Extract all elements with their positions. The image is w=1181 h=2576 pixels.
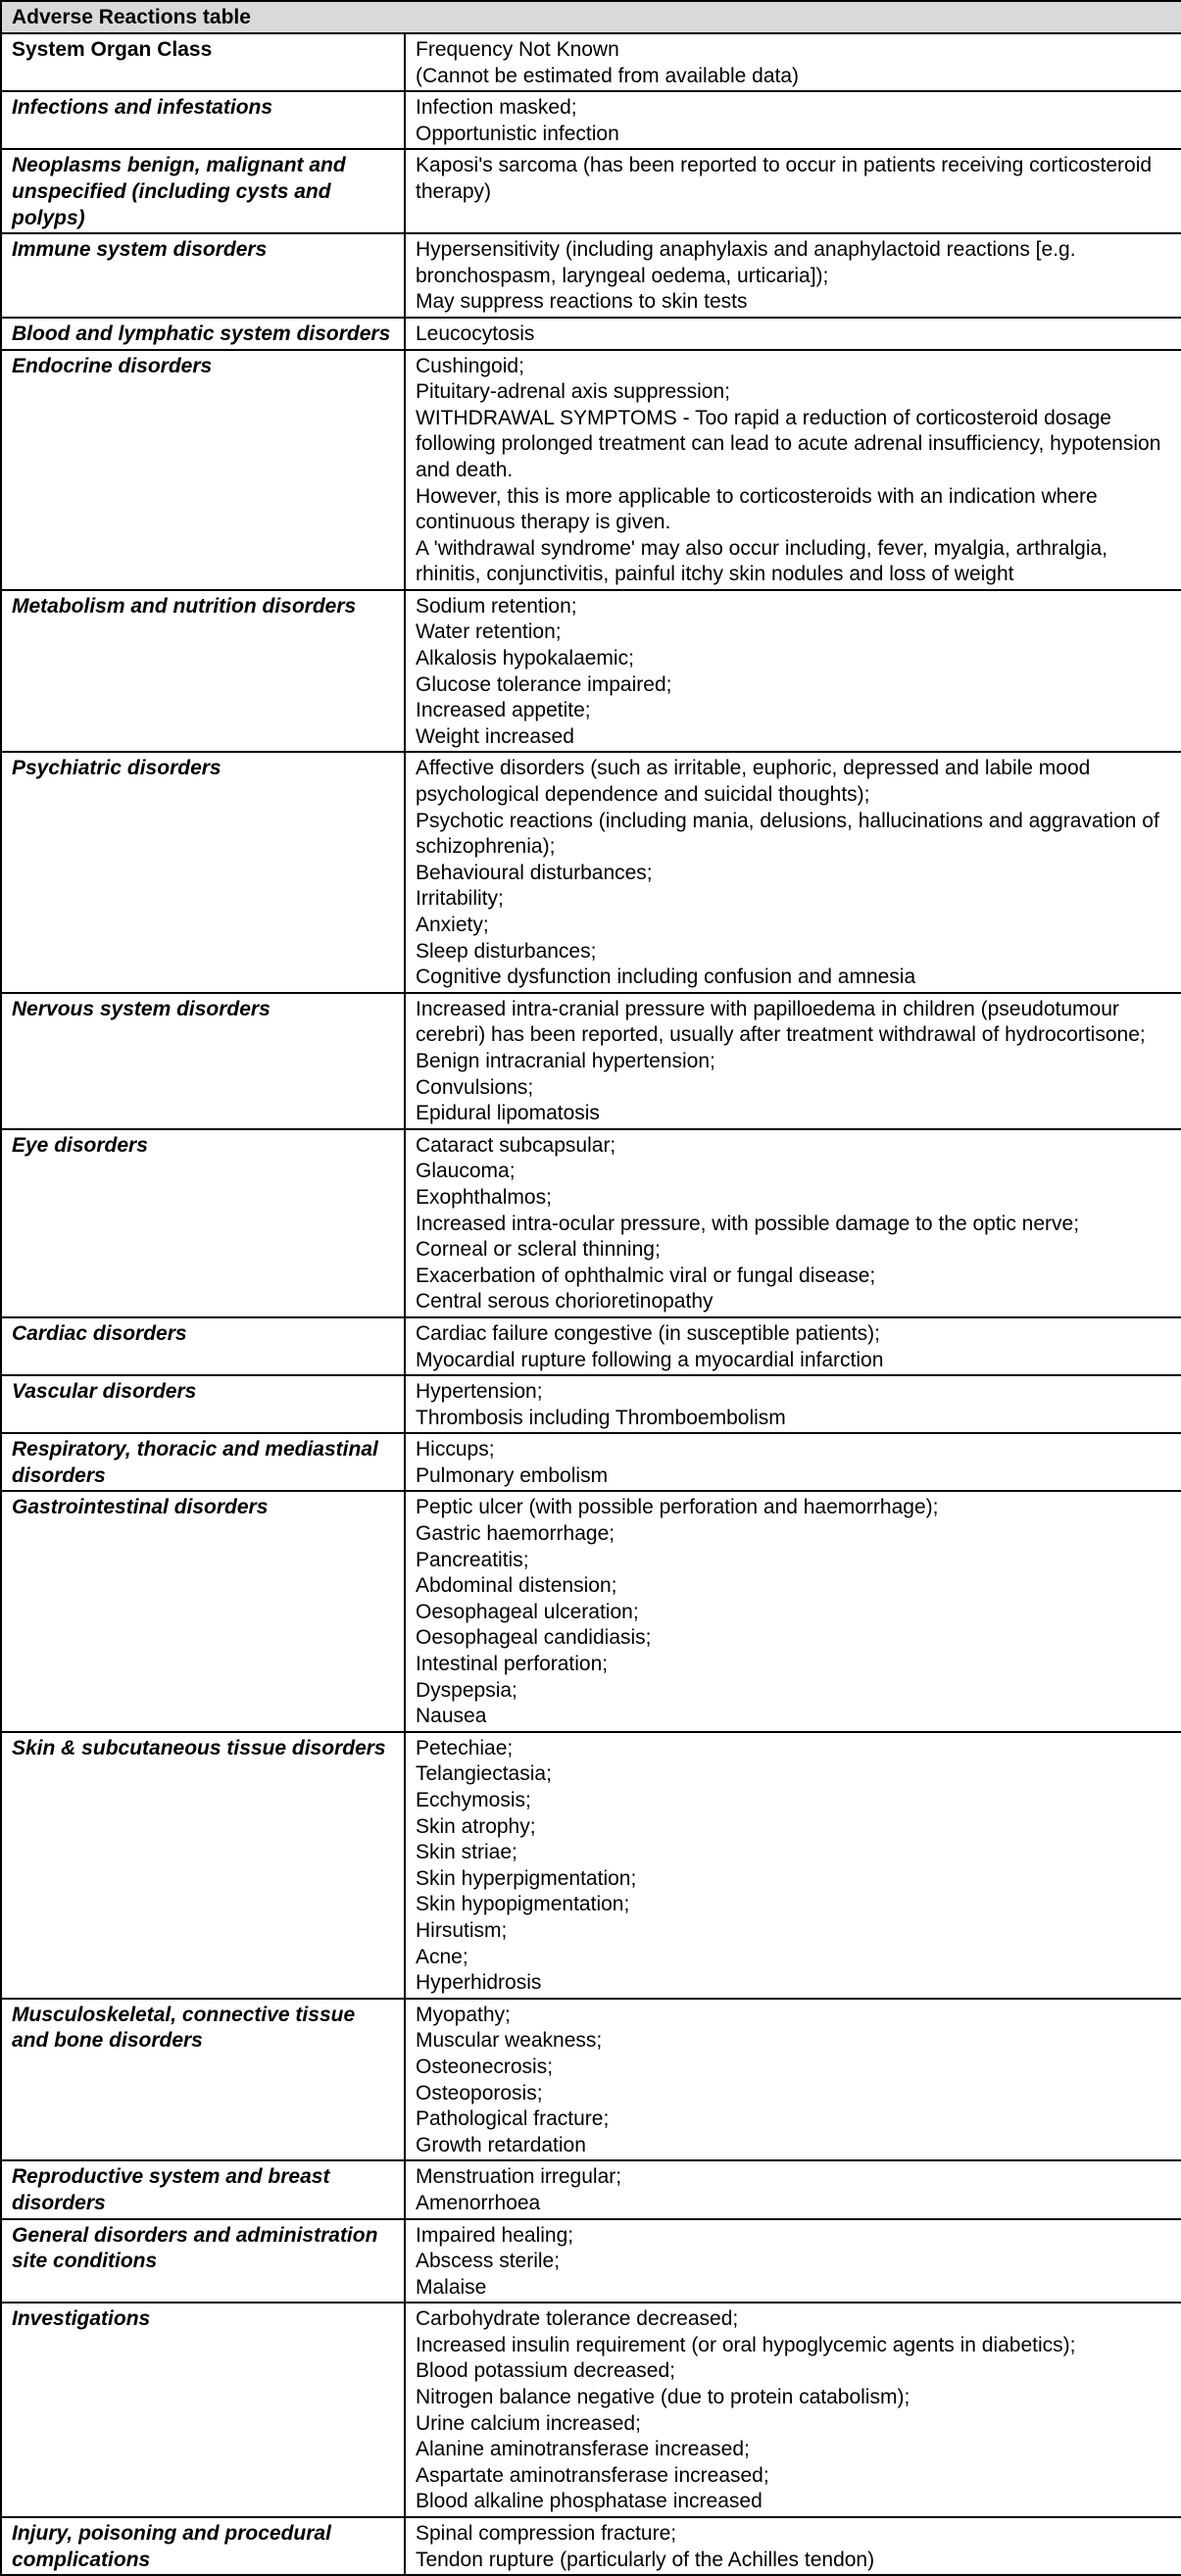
reactions-cell xyxy=(405,1732,1181,1999)
reaction-line: Skin hypopigmentation; xyxy=(416,1893,630,1916)
system-organ-class-cell: Immune system disorders xyxy=(1,233,405,318)
reaction-line: However, this is more applicable to corticosteroids with an indication where continuous therapy is given. xyxy=(416,484,1098,534)
system-organ-class-cell: Cardiac disorders xyxy=(1,1317,405,1375)
reaction-line: Alkalosis hypokalaemic; xyxy=(416,647,634,670)
system-organ-class-cell: Injury, poisoning and procedural complications xyxy=(1,2517,405,2575)
reactions-cell xyxy=(405,752,1181,992)
table-row xyxy=(1,1732,1181,1999)
reaction-line: Cataract subcapsular; xyxy=(416,1133,616,1157)
reaction-line: Skin atrophy; xyxy=(416,1814,536,1838)
reaction-line: Sodium retention; xyxy=(416,594,577,618)
system-organ-class-cell: Psychiatric disorders xyxy=(1,752,405,992)
reaction-line: Amenorrhoea xyxy=(416,2191,541,2214)
system-organ-class-cell: Blood and lymphatic system disorders xyxy=(1,318,405,350)
system-organ-class-cell: Respiratory, thoracic and mediastinal disorders xyxy=(1,1433,405,1491)
table-row xyxy=(1,149,1181,233)
reaction-line: Increased intra-cranial pressure with papilloedema in children (pseudotumour cerebri) has been reported, usually after treatment withdrawal of hydrocortisone; xyxy=(416,997,1146,1047)
table-row xyxy=(1,1129,1181,1317)
reaction-line: Growth retardation xyxy=(416,2133,586,2156)
reaction-line: Impaired healing; xyxy=(416,2223,574,2247)
system-organ-class-cell: Neoplasms benign, malignant and unspecified (including cysts and polyps) xyxy=(1,149,405,233)
reaction-line: Exacerbation of ophthalmic viral or fungal disease; xyxy=(416,1263,876,1287)
reactions-cell xyxy=(405,2303,1181,2517)
table-row xyxy=(1,2160,1181,2218)
reaction-line: Opportunistic infection xyxy=(416,122,619,145)
table-body xyxy=(1,33,1181,2575)
reaction-line: Intestinal perforation; xyxy=(416,1653,609,1676)
reaction-line: Blood potassium decreased; xyxy=(416,2359,675,2383)
table-row xyxy=(1,91,1181,149)
table-row xyxy=(1,993,1181,1129)
table-row xyxy=(1,2517,1181,2575)
reaction-line: Benign intracranial hypertension; xyxy=(416,1049,715,1072)
table-row xyxy=(1,1375,1181,1433)
reactions-cell xyxy=(405,1491,1181,1731)
reaction-line: Hirsutism; xyxy=(416,1918,508,1942)
system-organ-class-cell: Skin & subcutaneous tissue disorders xyxy=(1,1732,405,1999)
system-organ-class-cell: Endocrine disorders xyxy=(1,350,405,590)
reaction-line: Abdominal distension; xyxy=(416,1574,617,1598)
reactions-cell xyxy=(405,590,1181,753)
header-frequency-line: Frequency Not Known xyxy=(416,38,619,61)
system-organ-class-cell: Nervous system disorders xyxy=(1,993,405,1129)
table-row xyxy=(1,1317,1181,1375)
reaction-line: Carbohydrate tolerance decreased; xyxy=(416,2307,739,2331)
reaction-line: Menstruation irregular; xyxy=(416,2165,622,2189)
reaction-line: Water retention; xyxy=(416,620,562,644)
table-row xyxy=(1,350,1181,590)
reaction-line: Ecchymosis; xyxy=(416,1789,531,1811)
reactions-cell xyxy=(405,1375,1181,1433)
reactions-cell xyxy=(405,149,1181,233)
reaction-line: Tendon rupture (particularly of the Achilles tendon) xyxy=(416,2548,875,2571)
reaction-line: Epidural lipomatosis xyxy=(416,1102,600,1125)
header-row xyxy=(1,33,1181,91)
reaction-line: A 'withdrawal syndrome' may also occur including, fever, myalgia, arthralgia, rhinitis, conjunctivitis, painful itchy skin nodules and loss of weight xyxy=(416,536,1108,586)
reaction-line: Telangiectasia; xyxy=(416,1762,552,1786)
reaction-line: Nausea xyxy=(416,1705,487,1728)
reaction-line: Myopathy; xyxy=(416,2003,511,2026)
reactions-cell xyxy=(405,1433,1181,1491)
reaction-line: Infection masked; xyxy=(416,96,577,120)
reaction-line: Malaise xyxy=(416,2275,487,2299)
reaction-line: Skin striae; xyxy=(416,1841,517,1864)
reaction-line: Pituitary-adrenal axis suppression; xyxy=(416,380,730,404)
reactions-cell xyxy=(405,2517,1181,2575)
system-organ-class-cell: Musculoskeletal, connective tissue and bone disorders xyxy=(1,1999,405,2161)
header-system-organ-class: System Organ Class xyxy=(1,33,405,91)
reaction-line: Weight increased xyxy=(416,724,574,748)
reactions-cell xyxy=(405,233,1181,318)
reaction-line: Glaucoma; xyxy=(416,1160,516,1183)
system-organ-class-cell: Eye disorders xyxy=(1,1129,405,1317)
reaction-line: Pulmonary embolism xyxy=(416,1463,609,1487)
reaction-line: Gastric haemorrhage; xyxy=(416,1522,615,1546)
reaction-line: Irritability; xyxy=(416,887,504,911)
table-row xyxy=(1,1491,1181,1731)
reaction-line: Central serous chorioretinopathy xyxy=(416,1290,714,1313)
table-row xyxy=(1,2219,1181,2304)
reaction-line: Convulsions; xyxy=(416,1075,534,1099)
reaction-line: Skin hyperpigmentation; xyxy=(416,1866,637,1890)
reaction-line: Myocardial rupture following a myocardial infarction xyxy=(416,1348,884,1371)
reactions-cell xyxy=(405,350,1181,590)
reactions-cell xyxy=(405,318,1181,350)
reaction-line: Acne; xyxy=(416,1945,468,1968)
reaction-line: Alanine aminotransferase increased; xyxy=(416,2438,750,2461)
reaction-line: Increased intra-ocular pressure, with possible damage to the optic nerve; xyxy=(416,1212,1080,1235)
reaction-line: Increased appetite; xyxy=(416,699,591,722)
reaction-line: Leucocytosis xyxy=(416,322,535,345)
reaction-line: Pancreatitis; xyxy=(416,1548,529,1571)
reaction-line: Pathological fracture; xyxy=(416,2107,610,2131)
reaction-line: Peptic ulcer (with possible perforation and haemorrhage); xyxy=(416,1496,939,1519)
reaction-line: Exophthalmos; xyxy=(416,1185,552,1209)
table-row xyxy=(1,233,1181,318)
reaction-line: Cushingoid; xyxy=(416,354,524,377)
reaction-line: Dyspepsia; xyxy=(416,1678,517,1702)
reactions-cell xyxy=(405,2160,1181,2218)
table-row xyxy=(1,590,1181,753)
reaction-line: Kaposi's sarcoma (has been reported to occur in patients receiving corticosteroid therapy) xyxy=(416,154,1153,203)
reaction-line: Osteoporosis; xyxy=(416,2081,543,2105)
system-organ-class-cell: Metabolism and nutrition disorders xyxy=(1,590,405,753)
reaction-line: Blood alkaline phosphatase increased xyxy=(416,2490,763,2513)
reactions-cell xyxy=(405,91,1181,149)
table-row xyxy=(1,1433,1181,1491)
reaction-line: Hiccups; xyxy=(416,1438,495,1461)
reactions-cell xyxy=(405,1129,1181,1317)
reaction-line: Hyperhidrosis xyxy=(416,1971,542,1995)
reaction-line: Oesophageal ulceration; xyxy=(416,1600,639,1623)
reaction-line: Urine calcium increased; xyxy=(416,2411,641,2435)
reaction-line: Thrombosis including Thromboembolism xyxy=(416,1406,786,1429)
table-row xyxy=(1,752,1181,992)
header-frequency-note: (Cannot be estimated from available data) xyxy=(416,64,800,87)
reaction-line: Hypertension; xyxy=(416,1380,543,1404)
reaction-line: Increased insulin requirement (or oral hypoglycemic agents in diabetics); xyxy=(416,2333,1076,2356)
system-organ-class-cell: Gastrointestinal disorders xyxy=(1,1491,405,1731)
reaction-line: Glucose tolerance impaired; xyxy=(416,672,672,696)
reaction-line: Muscular weakness; xyxy=(416,2029,603,2053)
reactions-cell xyxy=(405,1999,1181,2161)
table-row xyxy=(1,318,1181,350)
reaction-line: Cognitive dysfunction including confusion and amnesia xyxy=(416,966,916,989)
reaction-line: Abscess sterile; xyxy=(416,2250,561,2273)
reaction-line: Osteonecrosis; xyxy=(416,2055,554,2078)
table-caption: Adverse Reactions table xyxy=(1,1,1181,33)
system-organ-class-cell: Infections and infestations xyxy=(1,91,405,149)
table-row xyxy=(1,1999,1181,2161)
reaction-line: WITHDRAWAL SYMPTOMS - Too rapid a reduction of corticosteroid dosage following prolonged treatment can lead to acute adrenal insufficiency, hypotension and death. xyxy=(416,406,1161,481)
reaction-line: Affective disorders (such as irritable, euphoric, depressed and labile mood psychological dependence and suicidal thoughts); xyxy=(416,757,1091,807)
system-organ-class-cell: Reproductive system and breast disorders xyxy=(1,2160,405,2218)
reactions-cell xyxy=(405,993,1181,1129)
reaction-line: Cardiac failure congestive (in susceptible patients); xyxy=(416,1321,880,1345)
reaction-line: Hypersensitivity (including anaphylaxis and anaphylactoid reactions [e.g. bronchospasm, laryngeal oedema, urticaria]); xyxy=(416,238,1076,287)
reaction-line: Psychotic reactions (including mania, delusions, hallucinations and aggravation of schizophrenia); xyxy=(416,809,1159,859)
reaction-line: Aspartate aminotransferase increased; xyxy=(416,2463,769,2487)
reaction-line: Corneal or scleral thinning; xyxy=(416,1238,661,1262)
system-organ-class-cell: General disorders and administration site conditions xyxy=(1,2219,405,2304)
reaction-line: Anxiety; xyxy=(416,914,489,936)
table-row xyxy=(1,2303,1181,2517)
reaction-line: May suppress reactions to skin tests xyxy=(416,290,748,314)
reaction-line: Behavioural disturbances; xyxy=(416,861,653,884)
header-frequency xyxy=(405,33,1181,91)
reaction-line: Spinal compression fracture; xyxy=(416,2522,677,2546)
reaction-line: Petechiae; xyxy=(416,1736,514,1759)
reactions-cell xyxy=(405,2219,1181,2304)
system-organ-class-cell: Investigations xyxy=(1,2303,405,2517)
reactions-cell xyxy=(405,1317,1181,1375)
reaction-line: Oesophageal candidiasis; xyxy=(416,1626,652,1650)
reaction-line: Sleep disturbances; xyxy=(416,939,597,963)
system-organ-class-cell: Vascular disorders xyxy=(1,1375,405,1433)
table-caption-row xyxy=(1,1,1181,33)
reaction-line: Nitrogen balance negative (due to protein catabolism); xyxy=(416,2386,910,2409)
